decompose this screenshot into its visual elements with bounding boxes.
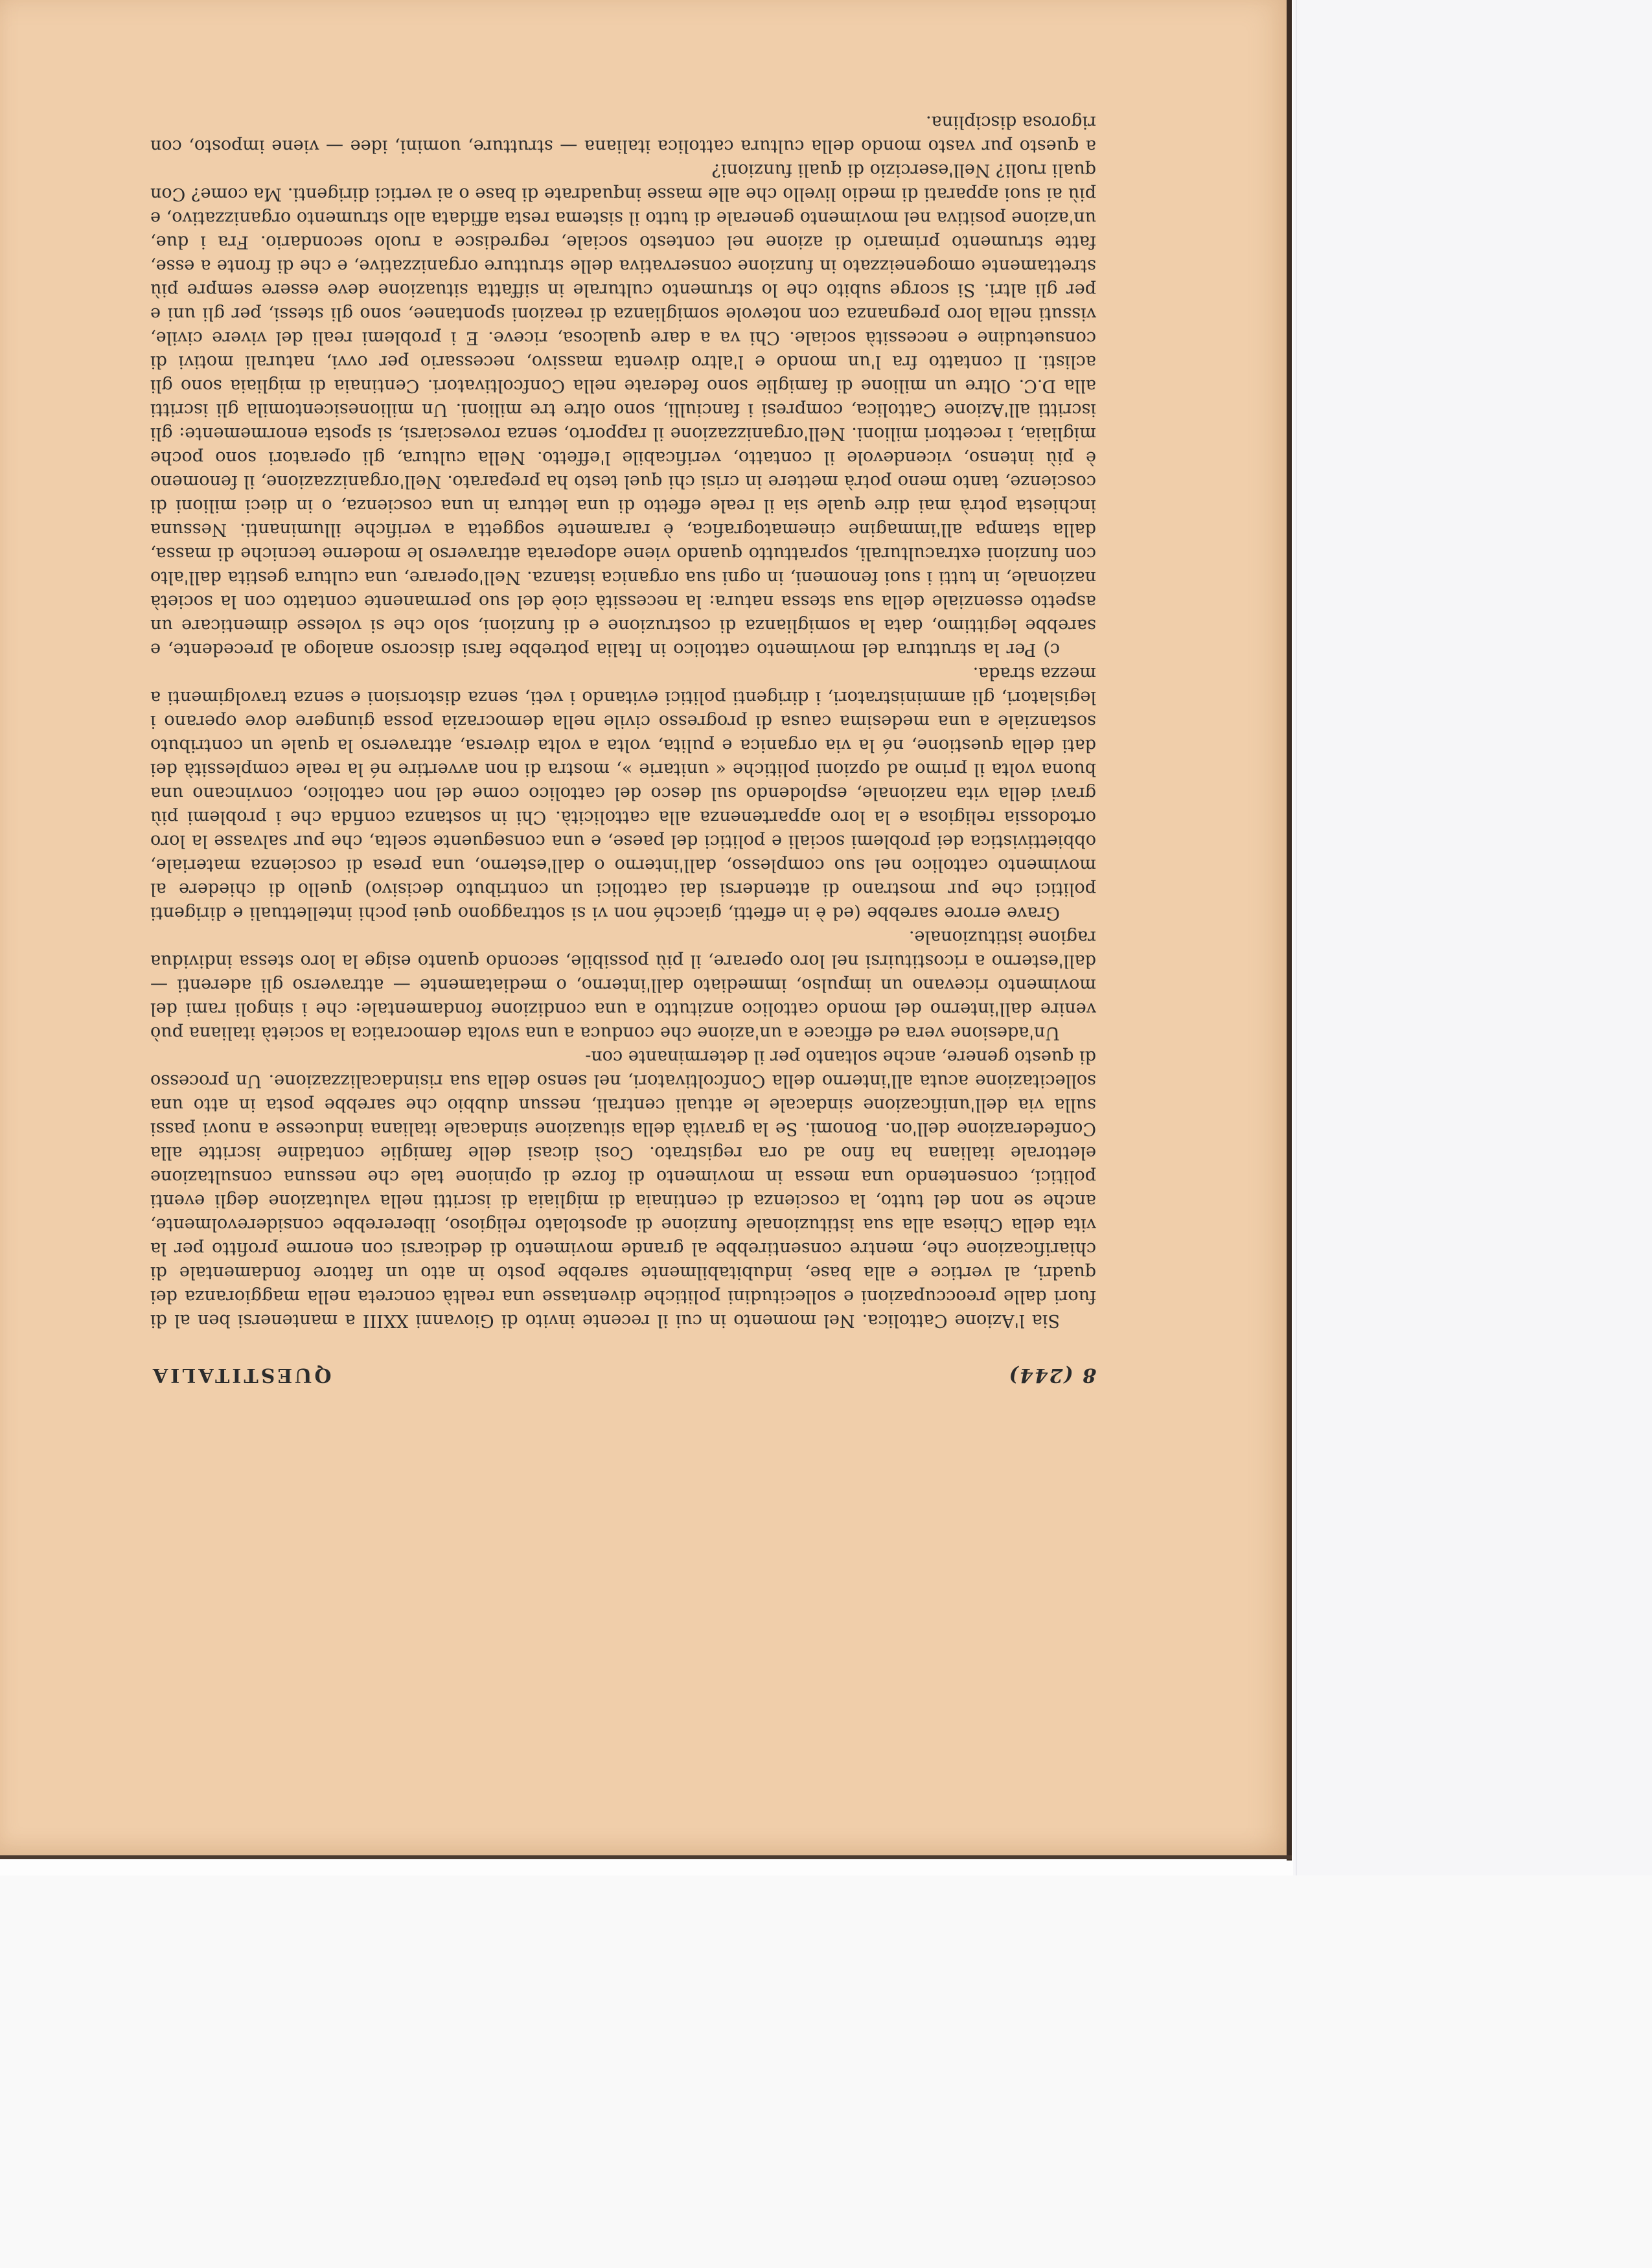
page-number: 8 (244) <box>1007 1364 1096 1386</box>
paragraph-1: Sia l'Azione Cattolica. Nel momento in cui il recente invito di Giovanni XXIII a mantenersi ben al di fuori dalle preoccupazioni e sollecitudini politiche diventasse una realtà concreta nella maggioranza dei quadri, al vertice e alla base, indubitabilmente sarebbe posto in atto un fattore fondamentale di chiarificazione che, mentre consentirebbe al grande movimento di dedicarsi con enorme profitto per la vita della Chiesa alla sua istituzionale funzione di apostolato religioso, libererebbe considerevolmente, anche se non del tutto, la coscienza di centinaia di migliaia di iscritti nella valutazione degli eventi politici, consentendo una messa in movimento di forze di opinione tale che nessuna consultazione elettorale italiana ha fino ad ora registrato. Così dicasi delle famiglie contadine iscritte alla Confederazione dell'on. Bonomi. Se la gravità della situazione sindacale italiana inducesse a nuovi passi sulla via dell'unificazione sindacale le attuali centrali, nessun dubbio che sarebbe posta in atto una sollecitazione acuta all'interno della Confcoltivatori, nel senso della sua risindacalizzazione. Un processo di questo genere, anche soltanto per il determinante con- <box>150 1047 1096 1331</box>
journal-title: QUESTITALIA <box>150 1364 332 1386</box>
paragraph-4: c) Per la struttura del movimento cattolico in Italia potrebbe farsi discorso analogo al precedente, e sarebbe legittimo, data la somiglianza di costruzione e di funzioni, solo che si volesse dimenticare un aspetto essenziale della sua stessa natura: la necessità cioè del suo permanente contatto con la società nazionale, in tutti i suoi fenomeni, in ogni sua organica istanza. Nell'operare, una cultura gestita dall'alto con funzioni extraculturali, soprattutto quando viene adoperata attraverso le moderne tecniche di massa, dalla stampa all'immagine cinematografica, è raramente soggetta a verifiche illuminanti. Nessuna inchiesta potrà mai dire quale sia il reale effetto di una lettura in una coscienza, o in dieci milioni di coscienze, tanto meno potrà mettere in crisi chi quel testo ha preparato. Nell'organizzazione, il fenomeno è più intenso, vicendevole il contatto, verificabile l'effetto. Nella cultura, gli operatori sono poche migliaia, i recettori milioni. Nell'organizzazione il rapporto, senza rovesciarsi, si sposta enormemente: gli iscritti all'Azione Cattolica, compresi i fanciulli, sono oltre tre milioni. Un milionesicentomila gli iscritti alla D.C. Oltre un milione di famiglie sono federate nella Confcoltivatori. Centinaia di migliaia sono gli aclisti. Il contatto fra l'un mondo e l'altro diventa massivo, necessario per ovvi, naturali motivi di consuetudine e necessità sociale. Chi va a dare qualcosa, riceve. E i problemi reali del vivere civile, vissuti nella loro pregnanza con notevole somiglianza di reazioni spontanee, sono gli stessi, per gli uni e per gli altri. Si scorge subito che lo strumento culturale in siffatta situazione deve essere sempre più strettamente omogeneizzato in funzione conservativa delle strutture organizzative, e che di fronte a esse, fatte strumento primario di azione nel contesto sociale, regredisce a ruolo secondario. Fra i due, un'azione positiva nel movimento generale di tutto il sistema resta affidata allo strumento organizzativo, e più ai suoi apparati di medio livello che alle masse inquadrate di base o ai vertici dirigenti. Ma come? Con quali ruoli? Nell'esercizio di quali funzioni? <box>150 160 1096 659</box>
text-block <box>150 110 1096 1386</box>
scanner-seam <box>1296 0 1297 1879</box>
paragraph-2: Un'adesione vera ed efficace a un'azione che conduca a una svolta democratica la società italiana può venire dall'interno del mondo cattolico anzitutto a una condizione fondamentale: che i singoli rami del movimento ricevano un impulso, immediato dall'interno, o mediatamente — attraverso gli aderenti — dall'esterno a ricostituirsi nel loro operare, il più possibile, secondo quanto esige la loro stessa individua ragione istituzionale. <box>150 927 1096 1043</box>
running-header <box>150 1364 1096 1386</box>
paragraph-5: a questo pur vasto mondo della cultura cattolica italiana — strutture, uomini, idee — viene imposto, con rigorosa disciplina. <box>150 112 1096 156</box>
paragraph-3: Grave errore sarebbe (ed è in effetti, giacché non vi si sottraggono quei pochi intellettuali e dirigenti politici che pur mostrano di attendersi dai cattolici un contributo decisivo) quello di chiedere al movimento cattolico nel suo complesso, dall'interno o dall'esterno, una presa di coscienza materiale, obbiettivistica dei problemi sociali e politici del paese, e una conseguente scelta, che pur salvasse la loro ortodossia religiosa e la loro appartenenza alla cattolicità. Chi in sostanza confida che i problemi più gravi della vita nazionale, esplodendo sul desco del cattolico come del non cattolico, convincano una buona volta il primo ad opzioni politiche « unitarie », mostra di non avvertire né la reale complessità dei dati della questione, né la via organica e pulita, volta a volta diversa, attraverso la quale un contributo sostanziale a una medesima causa di progresso civile nella democrazia possa giungere dove operano i legislatori, gli amministratori, i dirigenti politici evitando i veti, senza distorsioni e senza travolgimenti a mezza strada. <box>150 663 1096 923</box>
article-body <box>150 110 1096 1333</box>
scanner-glass-bottom <box>0 1875 1652 2268</box>
scanner-glass-right <box>1293 0 1652 1879</box>
